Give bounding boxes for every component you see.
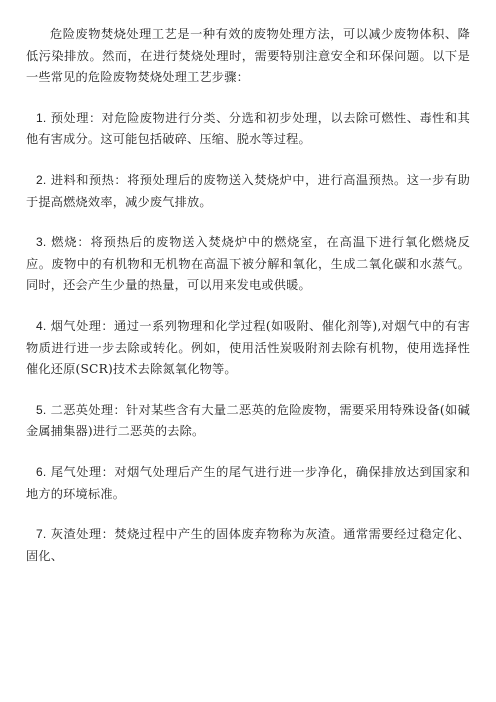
intro-paragraph: 危险废物焚烧处理工艺是一种有效的废物处理方法，可以减少废物体积、降低污染排放。然而，在进行焚烧处理时，需要特别注意安全和环保问题。以下是一些常见的危险废物焚烧处理工艺步骤： (26, 27, 470, 85)
step-text: 燃烧：将预热后的废物送入焚烧炉中的燃烧室，在高温下进行氧化燃烧反应。废物中的有机物和无机物在高温下被分解和氧化，生成二氧化碳和水蒸气。同时，还会产生少量的热量，可以用来发电或供暖。 (26, 235, 470, 293)
step-1 (26, 108, 470, 151)
step-4 (26, 316, 470, 381)
step-number: 5. (36, 402, 47, 417)
step-text: 预处理：对危险废物进行分类、分选和初步处理，以去除可燃性、毒性和其他有害成分。这可能包括破碎、压缩、脱水等过程。 (26, 110, 470, 147)
step-text: 烟气处理：通过一系列物理和化学过程(如吸附、催化剂等),对烟气中的有害物质进行进一步去除或转化。例如，使用活性炭吸附剂去除有机物，使用选择性催化还原(SCR)技术去除氮氧化物等。 (26, 318, 470, 377)
step-number: 7. (36, 527, 47, 542)
step-number: 4. (36, 318, 47, 333)
step-5 (26, 400, 470, 443)
step-text: 尾气处理：对烟气处理后产生的尾气进行进一步净化，确保排放达到国家和地方的环境标准。 (26, 464, 470, 501)
step-3 (26, 232, 470, 297)
step-number: 6. (36, 464, 47, 479)
step-7 (26, 524, 470, 567)
step-number: 1. (36, 110, 47, 125)
step-6 (26, 462, 470, 505)
step-number: 3. (36, 235, 47, 250)
step-number: 2. (36, 172, 47, 187)
step-2 (26, 170, 470, 213)
step-text: 二恶英处理：针对某些含有大量二恶英的危险废物，需要采用特殊设备(如碱金属捕集器)进行二恶英的去除。 (26, 402, 470, 439)
step-text: 灰渣处理：焚烧过程中产生的固体废弃物称为灰渣。通常需要经过稳定化、固化、 (26, 527, 470, 563)
step-text: 进料和预热：将预处理后的废物送入焚烧炉中，进行高温预热。这一步有助于提高燃烧效率，减少废气排放。 (26, 172, 470, 209)
